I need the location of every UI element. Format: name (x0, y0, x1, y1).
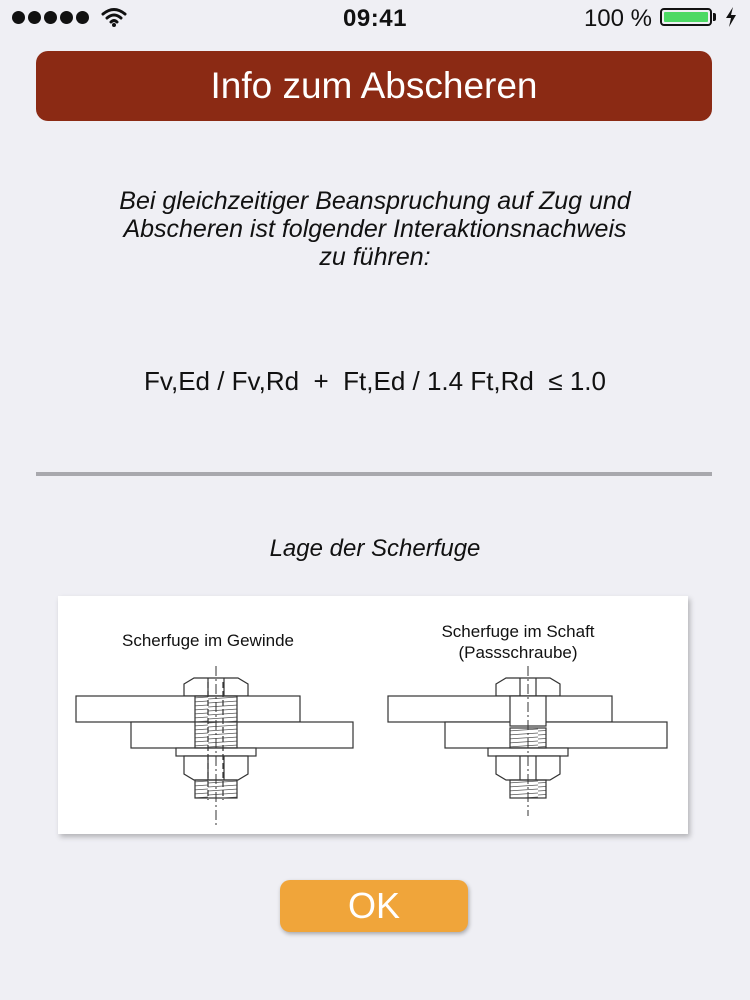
status-time: 09:41 (343, 5, 407, 32)
divider (36, 472, 712, 476)
battery-tip (713, 13, 716, 21)
bolt-thread-shear-diagram (76, 666, 353, 828)
bolt-diagrams (58, 596, 688, 834)
battery-percentage: 100 % (583, 5, 652, 32)
page-title: Info zum Abscheren (36, 51, 712, 121)
left-figure-caption: Scherfuge im Gewinde (122, 631, 294, 650)
right-figure-caption: Scherfuge im Schaft (Passschraube) (441, 622, 595, 662)
bolt-shank-shear-diagram (388, 666, 667, 816)
section-label: Lage der Scherfuge (269, 535, 481, 562)
interaction-formula: Fv,Ed / Fv,Rd + Ft,Ed / 1.4 Ft,Rd ≤ 1.0 (144, 366, 606, 396)
ok-button[interactable]: OK (280, 880, 468, 932)
status-bar (0, 0, 750, 36)
battery-icon (660, 8, 712, 26)
charging-icon (724, 6, 738, 28)
intro-text: Bei gleichzeitiger Beanspruchung auf Zug und Abscheren ist folgender Interaktionsnachweis zu führen: (119, 187, 631, 271)
battery-level-fill (664, 12, 708, 22)
shear-plane-figure (58, 596, 688, 834)
